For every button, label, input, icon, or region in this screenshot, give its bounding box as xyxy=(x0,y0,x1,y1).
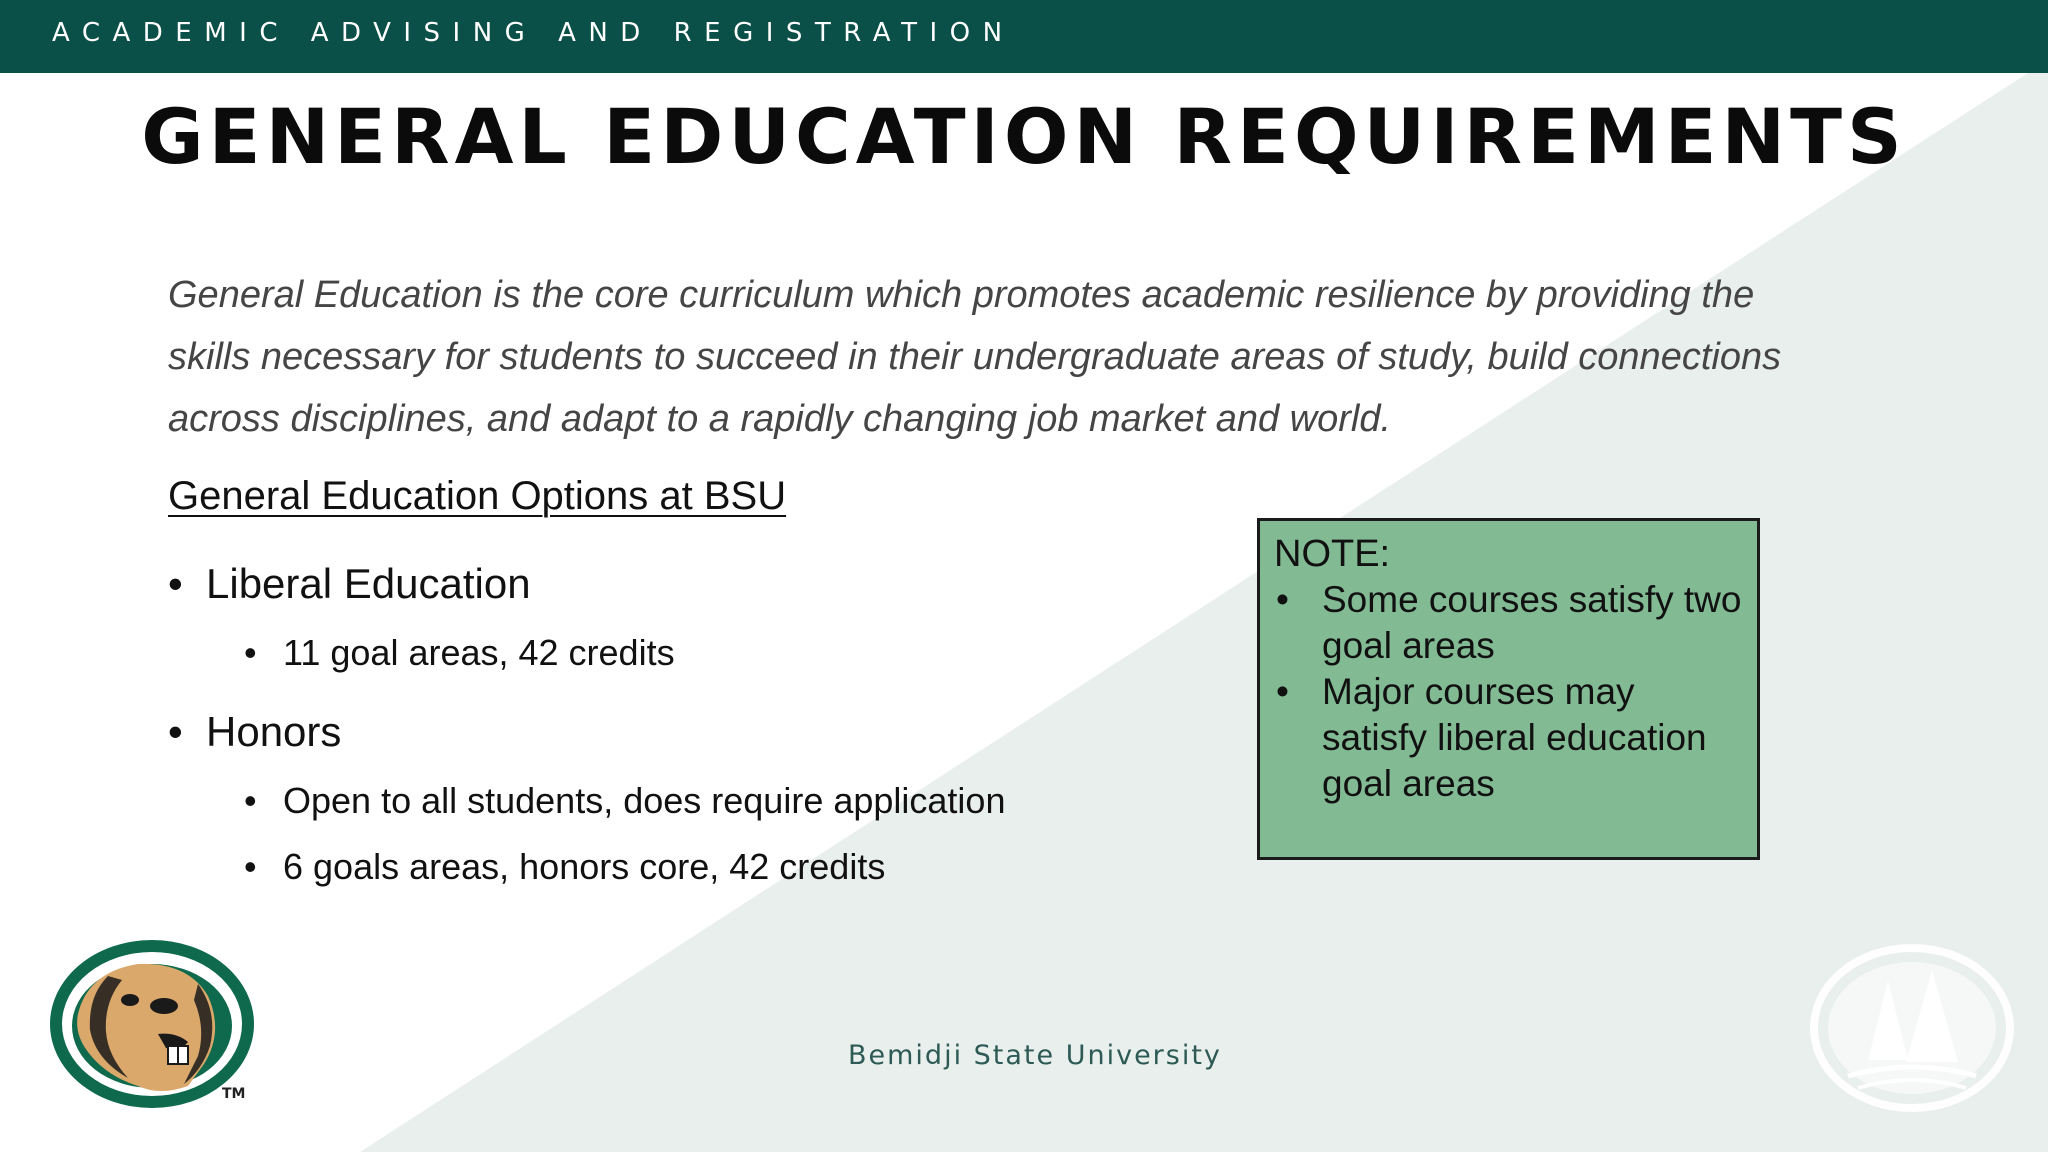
pine-trees-seal-icon xyxy=(1808,940,2016,1116)
bullet-icon: • xyxy=(244,632,257,673)
bullet-icon: • xyxy=(244,846,257,887)
option-detail-text: 6 goals areas, honors core, 42 credits xyxy=(283,846,886,887)
header-bar-title: ACADEMIC ADVISING AND REGISTRATION xyxy=(52,18,1015,48)
bullet-icon: • xyxy=(168,560,183,607)
note-item: • Some courses satisfy two goal areas xyxy=(1274,577,1743,669)
option-detail-text: Open to all students, does require application xyxy=(283,780,1006,821)
bullet-icon: • xyxy=(244,780,257,821)
intro-paragraph xyxy=(168,264,1888,450)
option-label: Honors xyxy=(206,708,342,755)
option-liberal-education xyxy=(168,560,531,608)
option-detail xyxy=(244,632,675,674)
footer-university-name: Bemidji State University xyxy=(848,1040,1222,1071)
intro-line: skills necessary for students to succeed in their undergraduate areas of study, build connections xyxy=(168,336,1782,378)
bullet-icon: • xyxy=(168,708,183,755)
note-list xyxy=(1274,577,1743,807)
option-detail xyxy=(244,780,1005,822)
intro-line: across disciplines, and adapt to a rapidly changing job market and world. xyxy=(168,398,1392,440)
option-honors xyxy=(168,708,341,756)
option-label: Liberal Education xyxy=(206,560,531,607)
header-bar xyxy=(0,0,2048,73)
note-title: NOTE: xyxy=(1274,533,1391,575)
options-heading: General Education Options at BSU xyxy=(168,474,787,518)
trademark-mark: TM xyxy=(222,1086,246,1102)
option-detail-text: 11 goal areas, 42 credits xyxy=(283,632,675,673)
option-detail xyxy=(244,846,885,888)
beaver-logo-icon xyxy=(48,936,264,1108)
intro-line: General Education is the core curriculum which promotes academic resilience by providing the xyxy=(168,274,1755,316)
note-box xyxy=(1257,518,1760,860)
slide-title: GENERAL EDUCATION REQUIREMENTS xyxy=(141,92,1907,181)
note-item: • Major courses may satisfy liberal education goal areas xyxy=(1274,669,1743,807)
